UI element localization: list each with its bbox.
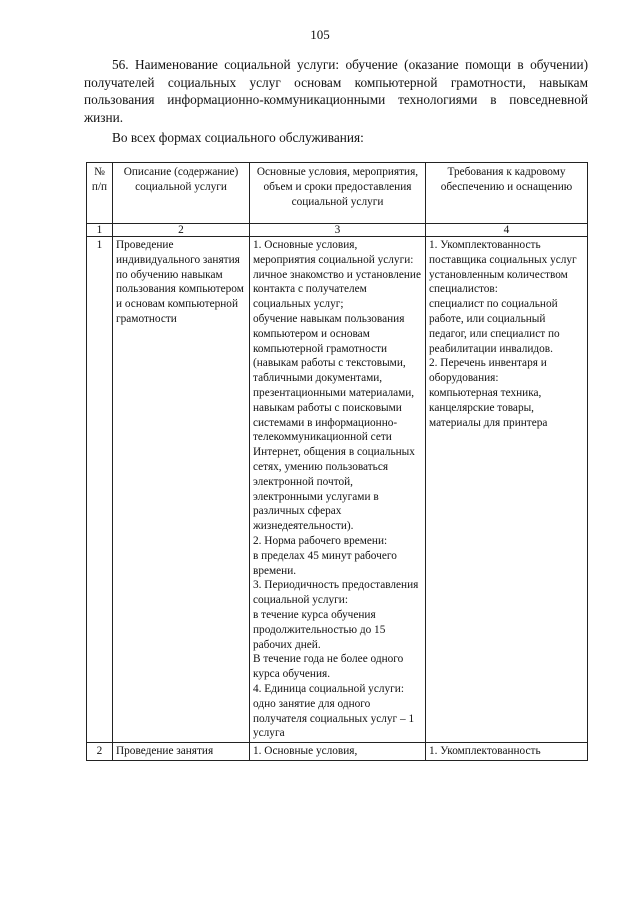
row-number: 2 [87,743,113,761]
conditions-line: личное знакомство и установление контакта с получателем социальных услуг; [253,268,421,311]
requirements-line: 2. Перечень инвентаря и оборудования: [429,357,547,385]
header-conditions: Основные условия, мероприятия, объем и сроки предоставления социальной услуги [250,163,426,224]
column-number: 4 [426,224,588,237]
table-row [87,237,588,743]
column-number-row [87,224,588,237]
column-number: 3 [250,224,426,237]
table-header-row [87,163,588,224]
row-conditions: 1. Основные условия, [250,743,426,761]
column-number: 1 [87,224,113,237]
requirements-line: 1. Укомплектованность поставщика социальных услуг установленным количеством специалистов: [429,239,577,296]
conditions-line: 1. Основные условия, мероприятия социальной услуги: [253,239,414,266]
column-number: 2 [113,224,250,237]
requirements-line: специалист по социальной работе, или социальный педагог, или специалист по реабилитации инвалидов. [429,298,560,355]
requirements-line: компьютерная техника, канцелярские товары, материалы для принтера [429,386,548,429]
header-number: № п/п [87,163,113,224]
service-table [86,162,588,761]
conditions-line: обучение навыкам пользования компьютером и основам компьютерной грамотности (навыкам работы с текстовыми, табличными документами, презентационными материалами, навыкам работы с поисковыми системами в информационно-телекоммуникационной сети Интернет, общения в социальных сетях, умению пользоваться электронной почтой, электронными услугами в различных сферах жизнедеятельности). [253,312,415,533]
conditions-line: 4. Единица социальной услуги: [253,682,404,695]
row-conditions [250,237,426,743]
conditions-line: 2. Норма рабочего времени: [253,534,388,547]
conditions-line: одно занятие для одного получателя социальных услуг – 1 услуга [253,697,415,740]
row-number: 1 [87,237,113,743]
conditions-line: В течение года не более одного курса обучения. [253,653,404,681]
header-requirements: Требования к кадровому обеспечению и оснащению [426,163,588,224]
conditions-line: 3. Периодичность предоставления социальной услуги: [253,579,419,607]
page-number: 105 [310,27,330,42]
service-heading: 56. Наименование социальной услуги: обучение (оказание помощи в обучении) получателей социальных услуг основам компьютерной грамотности, навыкам пользования информационно-коммуникационными технологиями в повседневной жизни. [84,57,588,125]
row-description: Проведение индивидуального занятия по обучению навыкам пользования компьютером и основам компьютерной грамотности [113,237,250,743]
row-requirements: 1. Укомплектованность [426,743,588,761]
conditions-line: в течение курса обучения продолжительностью до 15 рабочих дней. [253,608,386,651]
row-description: Проведение занятия [113,743,250,761]
table-row [87,743,588,761]
row-requirements [426,237,588,743]
header-description: Описание (содержание) социальной услуги [113,163,250,224]
service-forms-note: Во всех формах социального обслуживания: [112,130,364,145]
conditions-line: в пределах 45 минут рабочего времени. [253,549,397,577]
